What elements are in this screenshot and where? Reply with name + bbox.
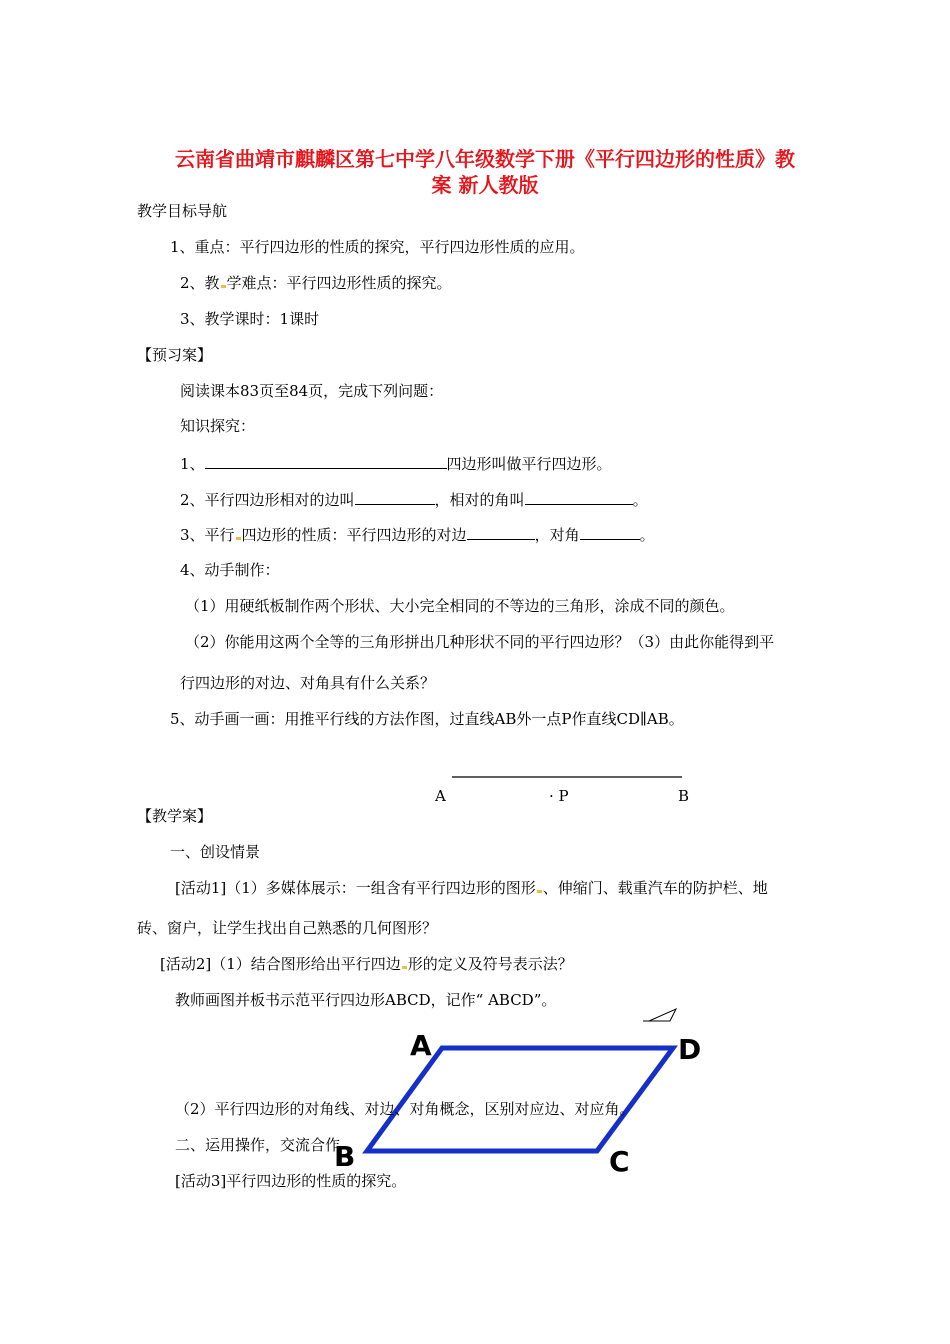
goal-item-1: 1、重点：平行四边形的性质的探究，平行四边形性质的应用。 [170,238,585,256]
activity-1: [活动1]（1）多媒体展示：一组含有平行四边形的图形 、伸缩门、载重汽车的防护栏、地 [175,879,768,897]
parallelogram-symbol-icon [643,1009,676,1021]
question-4-part-2-cont: 行四边形的对边、对角具有什么关系？ [180,674,436,692]
vertex-label-d: D [678,1033,702,1066]
goal-item-2: 2、教 学难点：平行四边形性质的探究。 [180,274,452,292]
question-4: 4、动手制作： [180,561,280,579]
highlight-mark [402,966,407,969]
goal-item-3: 3、教学课时：1课时 [180,310,320,328]
line-label-p: · P [549,787,569,805]
vertex-label-c: C [609,1145,630,1178]
activity-2-demo: 教师画图并板书示范平行四边形ABCD，记作“ ABCD”。 [175,991,557,1009]
title-line-2: 案 新人教版 [431,173,539,197]
preview-heading: 【预习案】 [137,346,213,364]
section-2: 二、运用操作，交流合作 [175,1136,341,1154]
goals-heading: 教学目标导航 [137,202,228,220]
highlight-mark [537,890,542,893]
question-3: 3、平行 四边形的性质：平行四边形的对边 ，对角 。 [180,526,655,544]
question-5: 5、动手画一画：用推平行线的方法作图，过直线AB外一点P作直线CD∥AB。 [170,710,684,728]
line-label-a: A [435,787,446,805]
preview-read: 阅读课本83页至84页，完成下列问题： [180,382,444,400]
question-4-part-1: （1）用硬纸板制作两个形状、大小完全相同的不等边的三角形，涂成不同的颜色。 [185,597,735,615]
activity-2: [活动2]（1）结合图形给出平行四边 形的定义及符号表示法？ [160,955,573,973]
activity-3: [活动3]平行四边形的性质的探究。 [175,1172,407,1190]
line-label-b: B [678,787,690,805]
question-1: 1、 四边形叫做平行四边形。 [180,455,612,473]
activity-2-part-2: （2）平行四边形的对角线、对边、对角概念，区别对应边、对应角。 [175,1100,635,1118]
question-4-part-2: （2）你能用这两个全等的三角形拼出几种形状不同的平行四边形？（3）由此你能得到平 [185,633,775,651]
question-2: 2、平行四边形相对的边叫 ，相对的角叫 。 [180,491,648,509]
title-line-1: 云南省曲靖市麒麟区第七中学八年级数学下册《平行四边形的性质》教 [175,147,795,171]
activity-1-cont: 砖、窗户，让学生找出自己熟悉的几何图形？ [137,919,438,937]
teaching-heading: 【教学案】 [137,807,213,825]
vertex-label-b: B [334,1140,356,1173]
preview-explore: 知识探究： [180,417,256,435]
vertex-label-a: A [410,1029,432,1062]
section-1: 一、创设情景 [170,843,261,861]
